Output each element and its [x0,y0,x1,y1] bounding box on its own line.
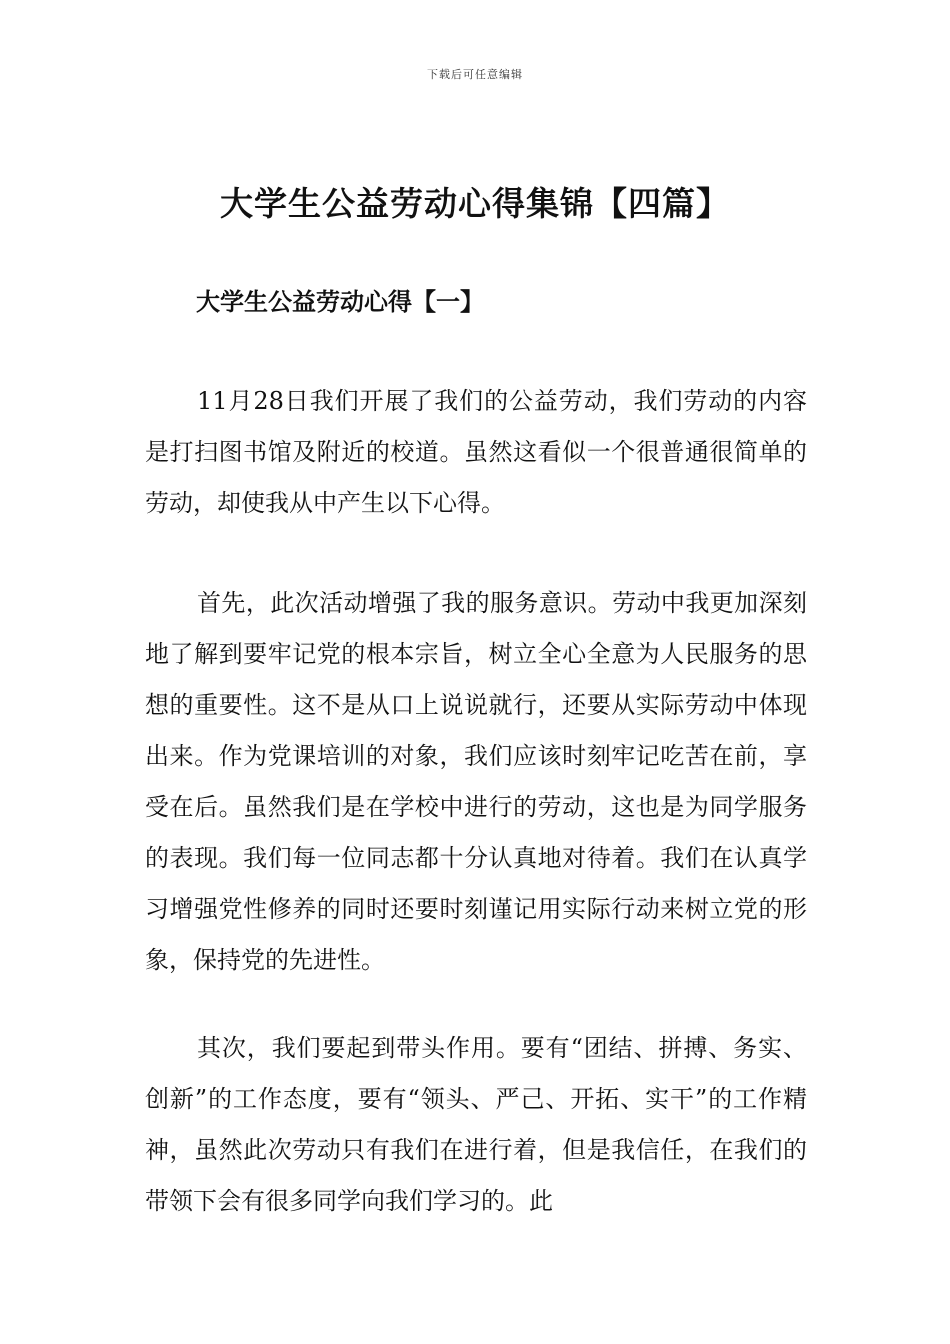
paragraph-1: 11月28日我们开展了我们的公益劳动，我们劳动的内容是打扫图书馆及附近的校道。虽然这看似一个很普通很简单的劳动，却使我从中产生以下心得。 [145,387,807,517]
header-note: 下载后可任意编辑 [427,68,523,81]
paragraph-2: 首先，此次活动增强了我的服务意识。劳动中我更加深刻地了解到要牢记党的根本宗旨，树立全心全意为人民服务的思想的重要性。这不是从口上说说就行，还要从实际劳动中体现出来。作为党课培训的对象，我们应该时刻牢记吃苦在前，享受在后。虽然我们是在学校中进行的劳动，这也是为同学服务的表现。我们每一位同志都十分认真地对待着。我们在认真学习增强党性修养的同时还要时刻谨记用实际行动来树立党的形象，保持党的先进性。 [145,589,807,974]
section-heading: 大学生公益劳动心得【一】 [196,287,484,316]
document-title: 大学生公益劳动心得集锦【四篇】 [220,184,730,223]
paragraph-3: 其次，我们要起到带头作用。要有“团结、拼搏、务实、创新”的工作态度，要有“领头、严己、开拓、实干”的工作精神，虽然此次劳动只有我们在进行着，但是我信任，在我们的带领下会有很多同学向我们学习的。此 [145,1034,807,1215]
